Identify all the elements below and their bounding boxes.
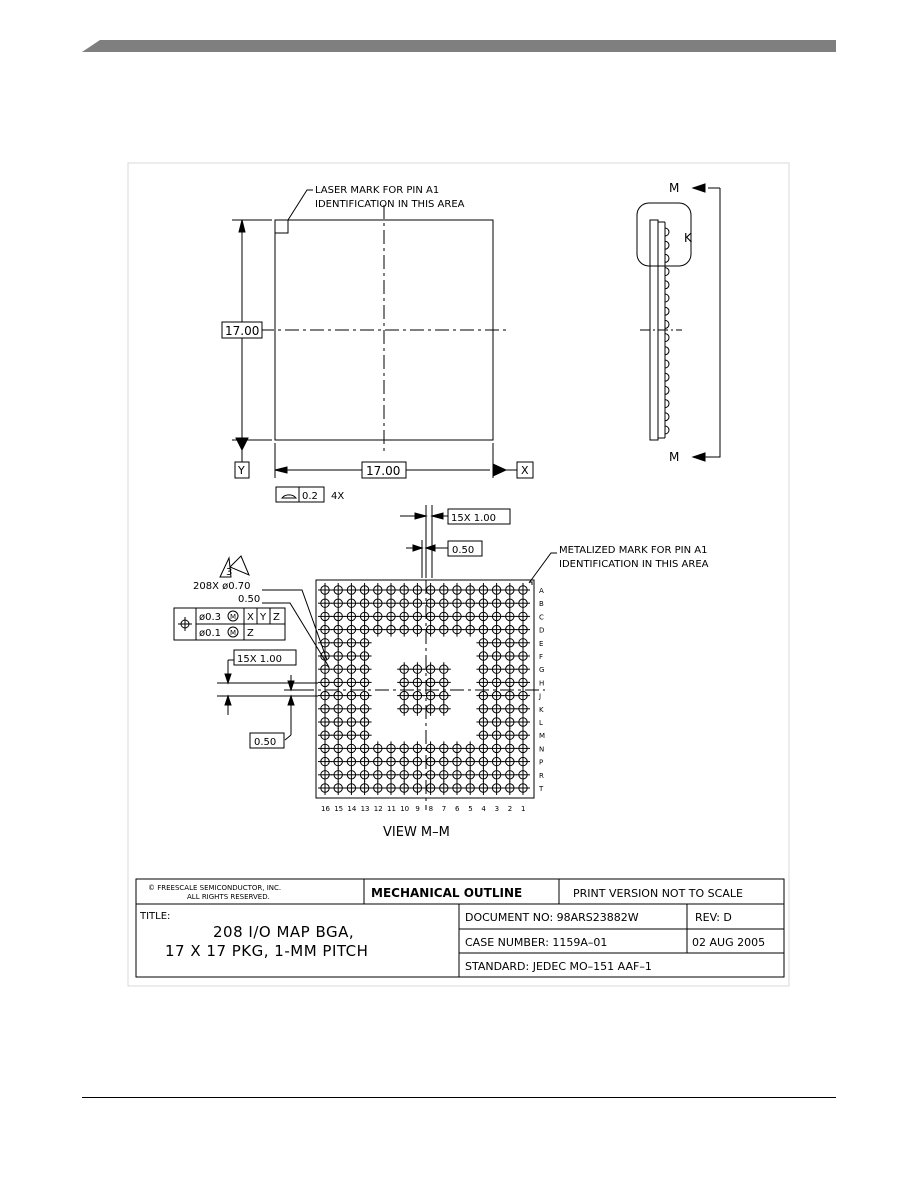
svg-text:M: M: [230, 613, 237, 621]
ball: [516, 583, 530, 597]
row-label: C: [539, 613, 544, 622]
col-labels: [321, 805, 525, 813]
ball: [344, 596, 358, 610]
ball: [437, 768, 451, 782]
ball: [371, 583, 385, 597]
ball: [503, 768, 517, 782]
ball: [344, 636, 358, 650]
ball: [331, 702, 345, 716]
row-label: E: [539, 639, 544, 648]
ball: [463, 609, 477, 623]
col-label: 10: [400, 805, 410, 813]
ball: [490, 715, 504, 729]
ball: [410, 583, 424, 597]
ball: [503, 781, 517, 795]
ball: [424, 768, 438, 782]
position-tol-2: ø0.1: [199, 628, 222, 639]
ball: [344, 609, 358, 623]
row-label: P: [539, 758, 544, 767]
col-label: 16: [321, 805, 330, 813]
laser-mark-note-1: LASER MARK FOR PIN A1: [315, 185, 440, 196]
ball: [371, 596, 385, 610]
ball: [318, 689, 332, 703]
svg-text:M: M: [230, 629, 237, 637]
title-label: TITLE:: [140, 911, 171, 922]
ball: [476, 596, 490, 610]
ball: [503, 715, 517, 729]
ball: [476, 623, 490, 637]
ball: [516, 609, 530, 623]
ball: [318, 675, 332, 689]
row-label: R: [539, 771, 544, 780]
col-label: 5: [468, 805, 473, 813]
ball: [476, 649, 490, 663]
ball: [476, 768, 490, 782]
footer-rule: [82, 1097, 836, 1098]
heading: MECHANICAL OUTLINE: [371, 886, 523, 900]
ball: [344, 768, 358, 782]
ball: [384, 609, 398, 623]
ball: [318, 623, 332, 637]
row-label: H: [539, 679, 545, 688]
ball: [410, 675, 424, 689]
pitch-top: 15X 1.00: [451, 513, 497, 524]
ball: [476, 728, 490, 742]
ball: [450, 609, 464, 623]
ball: [450, 768, 464, 782]
ball: [331, 768, 345, 782]
ball: [437, 702, 451, 716]
ball: [331, 662, 345, 676]
ball: [463, 583, 477, 597]
ball: [476, 609, 490, 623]
section-label-top: M: [669, 181, 680, 195]
ball: [463, 741, 477, 755]
ball: [358, 768, 372, 782]
ball: [516, 596, 530, 610]
ball: [463, 755, 477, 769]
ball: [463, 768, 477, 782]
col-label: 11: [387, 805, 396, 813]
ball: [410, 689, 424, 703]
ball: [397, 689, 411, 703]
metalized-mark-note-2: IDENTIFICATION IN THIS AREA: [559, 559, 709, 570]
metalized-mark-note-1: METALIZED MARK FOR PIN A1: [559, 545, 708, 556]
dim-height: 17.00: [225, 324, 260, 338]
ball: [318, 596, 332, 610]
row-label: L: [539, 719, 543, 727]
ball: [358, 675, 372, 689]
ball: [503, 702, 517, 716]
ball: [371, 741, 385, 755]
ball: [410, 755, 424, 769]
ball: [318, 728, 332, 742]
ball: [490, 728, 504, 742]
ball: [503, 636, 517, 650]
ball: [344, 662, 358, 676]
ball: [410, 596, 424, 610]
ball: [384, 781, 398, 795]
ball: [331, 649, 345, 663]
rev: REV: D: [695, 911, 732, 924]
date: 02 AUG 2005: [692, 936, 766, 949]
copyright-line-2: ALL RIGHTS RESERVED.: [187, 893, 270, 901]
ball: [331, 741, 345, 755]
ball: [410, 609, 424, 623]
ball: [410, 741, 424, 755]
ball: [358, 649, 372, 663]
col-label: 12: [373, 805, 383, 813]
ball: [476, 702, 490, 716]
ball: [490, 675, 504, 689]
ball: [463, 623, 477, 637]
view-m-m: [174, 505, 709, 840]
ball: [318, 636, 332, 650]
row-label: J: [539, 692, 542, 701]
ball: [331, 583, 345, 597]
ball: [490, 636, 504, 650]
ball: [318, 662, 332, 676]
ball: [397, 755, 411, 769]
ball: [490, 623, 504, 637]
ball: [384, 741, 398, 755]
ball: [476, 583, 490, 597]
ball: [503, 741, 517, 755]
ball: [490, 689, 504, 703]
ref-datum-z: Z: [273, 612, 280, 623]
ball: [318, 768, 332, 782]
ball: [516, 689, 530, 703]
ball: [516, 636, 530, 650]
ball: [331, 728, 345, 742]
row-label: G: [539, 666, 545, 675]
ball: [410, 702, 424, 716]
ball: [503, 662, 517, 676]
ball: [503, 583, 517, 597]
ball: [516, 768, 530, 782]
ball: [358, 689, 372, 703]
ref-datum-z-2: Z: [247, 628, 254, 639]
col-label: 4: [481, 805, 486, 813]
ball: [358, 596, 372, 610]
ball: [490, 741, 504, 755]
ball: [516, 675, 530, 689]
ball: [490, 583, 504, 597]
ball: [476, 781, 490, 795]
laser-mark-note-2: IDENTIFICATION IN THIS AREA: [315, 199, 465, 210]
ball: [344, 755, 358, 769]
side-view: [637, 181, 720, 464]
ball: [358, 609, 372, 623]
ball: [344, 741, 358, 755]
ball: [344, 781, 358, 795]
ball: [476, 689, 490, 703]
case-number: CASE NUMBER: 1159A–01: [465, 936, 608, 949]
ball: [358, 781, 372, 795]
ball: [358, 755, 372, 769]
ball: [371, 623, 385, 637]
ball: [371, 609, 385, 623]
ball: [384, 583, 398, 597]
ball: [331, 689, 345, 703]
title-block: [136, 879, 784, 977]
ball: [318, 609, 332, 623]
row-label: A: [539, 587, 544, 595]
ball: [437, 596, 451, 610]
pitch-left: 15X 1.00: [237, 654, 283, 665]
ball: [358, 728, 372, 742]
ball: [503, 609, 517, 623]
col-label: 3: [494, 805, 500, 813]
ball: [516, 755, 530, 769]
row-label: F: [539, 653, 544, 661]
pin-a1-laser-mark: [275, 220, 288, 233]
col-label: 8: [428, 805, 434, 813]
ball: [503, 689, 517, 703]
ball: [318, 715, 332, 729]
ball: [410, 781, 424, 795]
ball: [397, 583, 411, 597]
top-view: [222, 185, 533, 502]
flatness-count: 4X: [331, 491, 345, 502]
ball: [358, 583, 372, 597]
standard: STANDARD: JEDEC MO–151 AAF–1: [465, 960, 652, 973]
ball: [476, 715, 490, 729]
ball: [344, 715, 358, 729]
ball: [384, 596, 398, 610]
ball: [384, 623, 398, 637]
ball: [397, 781, 411, 795]
ball: [371, 755, 385, 769]
ball-count-dia: 208X ø0.70: [193, 581, 251, 592]
title-line-1: 208 I/O MAP BGA,: [213, 923, 355, 941]
ball: [397, 596, 411, 610]
ball: [437, 623, 451, 637]
ball: [358, 715, 372, 729]
ball: [490, 662, 504, 676]
ball: [490, 781, 504, 795]
col-label: 2: [507, 805, 513, 813]
ball: [476, 675, 490, 689]
ball: [397, 609, 411, 623]
offset-left: 0.50: [254, 737, 277, 748]
position-tol-1: ø0.3: [199, 612, 222, 623]
ball: [371, 781, 385, 795]
ball: [503, 596, 517, 610]
title-line-2: 17 X 17 PKG, 1-MM PITCH: [165, 942, 369, 960]
ball: [318, 741, 332, 755]
offset-top: 0.50: [452, 545, 475, 556]
ball: [384, 768, 398, 782]
ball: [450, 583, 464, 597]
ball: [476, 755, 490, 769]
ball: [437, 609, 451, 623]
ball: [318, 702, 332, 716]
ball-dia-half: 0.50: [238, 594, 261, 605]
ball: [331, 623, 345, 637]
ball: [384, 755, 398, 769]
ball: [463, 596, 477, 610]
ball: [318, 781, 332, 795]
ball: [437, 689, 451, 703]
ball: [410, 768, 424, 782]
row-label: M: [539, 732, 546, 741]
ball: [516, 781, 530, 795]
ball: [318, 583, 332, 597]
row-label: B: [539, 600, 544, 609]
ball: [331, 755, 345, 769]
ball: [450, 623, 464, 637]
col-label: 14: [347, 805, 357, 813]
ball: [490, 755, 504, 769]
ball: [503, 623, 517, 637]
ball: [516, 662, 530, 676]
ball: [516, 623, 530, 637]
ball: [344, 675, 358, 689]
ball: [490, 596, 504, 610]
note-ref: 3: [226, 567, 233, 578]
ball: [397, 623, 411, 637]
ball-grid: [318, 583, 530, 795]
ball: [331, 596, 345, 610]
ball: [450, 755, 464, 769]
ball: [344, 728, 358, 742]
ball: [450, 781, 464, 795]
ball: [437, 662, 451, 676]
ball: [490, 702, 504, 716]
ref-datum-y: Y: [260, 612, 267, 623]
ball: [490, 609, 504, 623]
print-note: PRINT VERSION NOT TO SCALE: [573, 887, 743, 900]
ball: [410, 623, 424, 637]
ball: [463, 781, 477, 795]
ball: [344, 689, 358, 703]
ball: [318, 755, 332, 769]
col-label: 15: [334, 805, 344, 813]
col-label: 6: [455, 805, 460, 813]
ball: [437, 755, 451, 769]
ref-datum-x: X: [247, 612, 254, 623]
ball: [358, 741, 372, 755]
ball: [397, 768, 411, 782]
ball: [344, 583, 358, 597]
ball: [516, 649, 530, 663]
ball: [397, 675, 411, 689]
copyright-line-1: © FREESCALE SEMICONDUCTOR, INC.: [148, 884, 282, 892]
col-label: 1: [521, 805, 526, 813]
ball: [437, 675, 451, 689]
col-label: 9: [415, 805, 420, 813]
ball: [397, 702, 411, 716]
ball: [437, 781, 451, 795]
ball: [344, 702, 358, 716]
ball: [331, 675, 345, 689]
row-label: T: [539, 785, 544, 793]
dim-width: 17.00: [366, 464, 401, 478]
ball: [331, 636, 345, 650]
ball: [503, 755, 517, 769]
ball: [490, 649, 504, 663]
row-label: N: [539, 745, 545, 754]
ball: [503, 675, 517, 689]
col-label: 7: [441, 805, 447, 813]
ball: [503, 728, 517, 742]
detail-label-k: K: [684, 231, 692, 245]
row-label: K: [539, 705, 544, 714]
ball: [476, 741, 490, 755]
ball: [358, 636, 372, 650]
ball: [503, 649, 517, 663]
ball: [358, 623, 372, 637]
ball: [476, 636, 490, 650]
ball: [371, 768, 385, 782]
flatness-tolerance: 0.2: [302, 491, 318, 502]
ball: [331, 781, 345, 795]
section-label-bottom: M: [669, 450, 680, 464]
ball: [331, 609, 345, 623]
ball: [331, 715, 345, 729]
ball: [344, 649, 358, 663]
ball: [516, 741, 530, 755]
ball: [476, 662, 490, 676]
ball: [516, 728, 530, 742]
col-label: 13: [360, 805, 370, 813]
ball: [344, 623, 358, 637]
ball: [490, 768, 504, 782]
datum-x: X: [521, 464, 529, 477]
ball: [450, 741, 464, 755]
view-caption: VIEW M–M: [383, 825, 450, 840]
ball: [397, 662, 411, 676]
ball: [437, 583, 451, 597]
ball: [450, 596, 464, 610]
ball: [397, 741, 411, 755]
ball: [437, 741, 451, 755]
ball: [358, 702, 372, 716]
document-no: DOCUMENT NO: 98ARS23882W: [465, 911, 639, 924]
datum-y: Y: [238, 464, 245, 477]
ball: [358, 662, 372, 676]
ball: [410, 662, 424, 676]
ball: [516, 702, 530, 716]
row-label: D: [539, 626, 545, 635]
detail-k-outline: [637, 203, 691, 266]
ball: [516, 715, 530, 729]
